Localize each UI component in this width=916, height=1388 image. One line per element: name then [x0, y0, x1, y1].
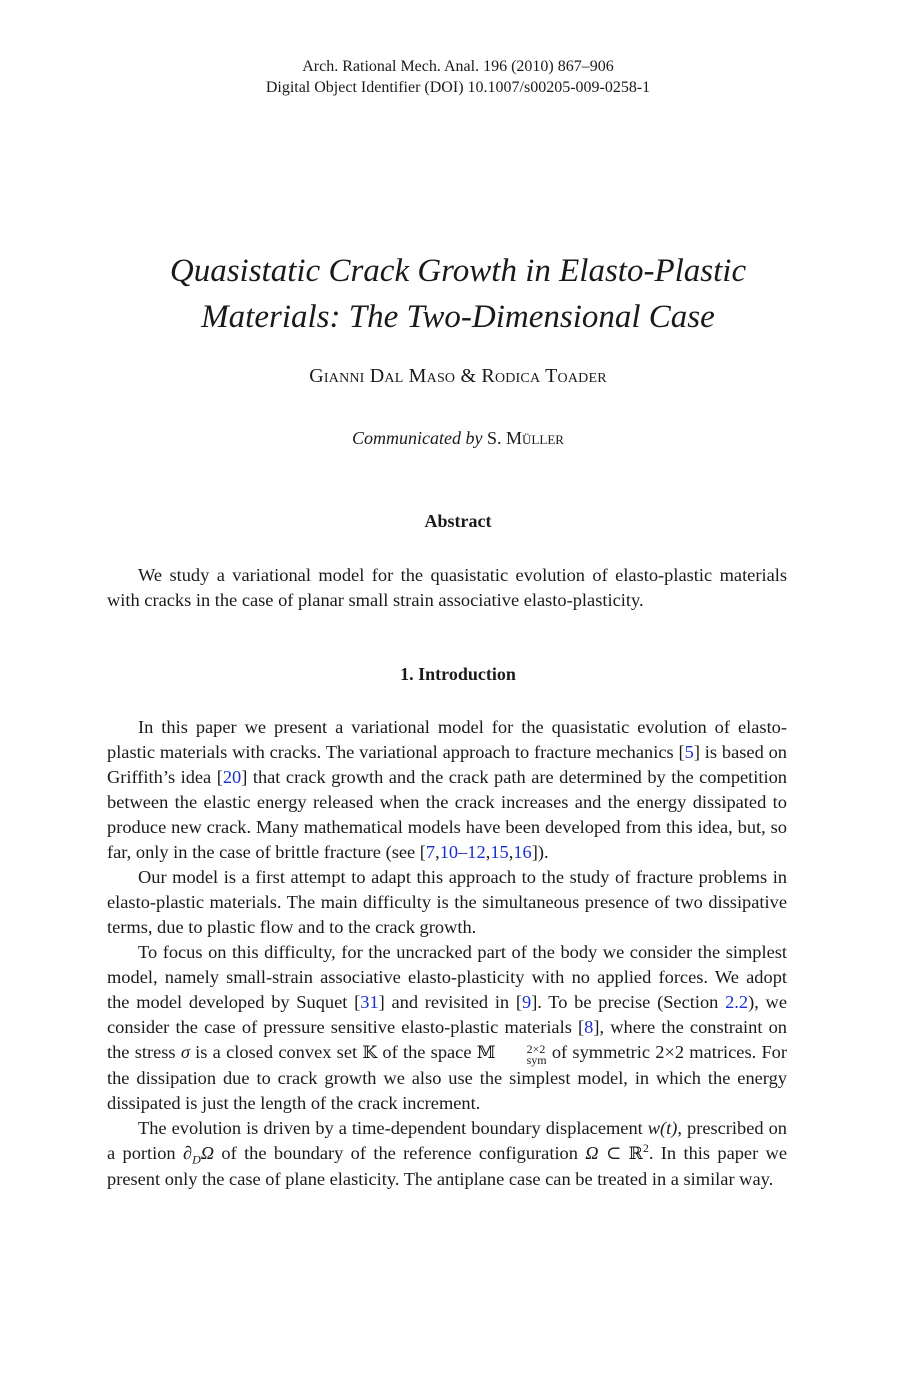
abstract-paragraph: We study a variational model for the quasistatic evolution of elasto-plastic materials with cracks in the case of planar small strain associative elasto-plasticity. — [107, 565, 787, 610]
intro-paragraph-2: Our model is a first attempt to adapt this approach to the study of fracture problems in elasto-plastic materials. The main difficulty is the simultaneous presence of two dissipative terms, due to plastic flow and to the crack growth. — [107, 867, 787, 937]
introduction-body — [107, 715, 787, 1192]
citation-link[interactable]: 31 — [360, 992, 379, 1012]
math-omega: Ω — [200, 1143, 215, 1163]
math-M-sup: 2×2 — [526, 1042, 546, 1056]
math-space-M: 𝕄 — [476, 1043, 496, 1063]
math-sigma: σ — [180, 1042, 190, 1062]
math-M-indices — [496, 1044, 547, 1066]
math-omega: Ω — [585, 1143, 599, 1163]
citation-link[interactable]: 10–12 — [439, 842, 486, 862]
intro-paragraph-3: To focus on this difficulty, for the uncracked part of the body we consider the simplest model, namely small-strain associative elasto-plasticity with no applied forces. We adopt the model developed by Suquet [31] and revisited in [9]. To be precise (Section 2.2), we consider the case of pressure sensitive elasto-plastic materials [8], where the constraint on the stress σ is a closed convex set 𝕂 of the space 𝕄 2×2 sym of symmetric 2×2 matrices. For the dissipation due to crack growth we also use the simplest model, in which the energy dissipated is just the length of the crack increment. — [107, 942, 787, 1113]
communicated-prefix: Communicated by — [352, 428, 483, 448]
citation-link[interactable]: 9 — [521, 992, 532, 1012]
intro-paragraph-4: The evolution is driven by a time-dependent boundary displacement w(t), prescribed on a portion $\partial_D\Omega$ of the boundary of the reference configuration Ω ⊂ ℝ$^2$. In this paper we present only the case of plane elasticity. The antiplane case can be treated in a similar way. — [107, 1118, 788, 1189]
math-reals: ℝ — [628, 1144, 643, 1164]
section-heading-introduction: 1. Introduction — [400, 664, 516, 684]
abstract-text — [107, 563, 787, 613]
math-M-sub: sym — [526, 1053, 547, 1067]
paper-title — [0, 248, 916, 340]
citation-link[interactable]: 16 — [513, 842, 532, 862]
journal-header — [0, 56, 916, 98]
citation-link[interactable]: 8 — [584, 1017, 594, 1037]
doi-line: Digital Object Identifier (DOI) 10.1007/s00205-009-0258-1 — [265, 79, 651, 96]
math-w-t: w(t) — [647, 1118, 678, 1138]
citation-link[interactable]: 5 — [684, 742, 694, 762]
abstract-heading: Abstract — [424, 511, 492, 531]
citation-link[interactable]: 7 — [425, 842, 436, 862]
authors: Gianni Dal Maso & Rodica Toader — [309, 365, 607, 387]
title-line-2: Materials: The Two-Dimensional Case — [201, 299, 715, 335]
citation-link[interactable]: 15 — [490, 842, 509, 862]
title-line-1: Quasistatic Crack Growth in Elasto-Plastic — [169, 253, 747, 289]
section-link[interactable]: 2.2 — [725, 992, 749, 1012]
math-set-K: 𝕂 — [362, 1043, 378, 1063]
citation-link[interactable]: 20 — [222, 767, 242, 787]
communicated-name: S. Müller — [487, 428, 564, 448]
journal-citation: Arch. Rational Mech. Anal. 196 (2010) 867–906 — [302, 58, 614, 75]
math-partial: ∂ — [182, 1143, 193, 1163]
math-subset: ⊂ — [598, 1143, 629, 1163]
communicated-by — [0, 428, 916, 449]
math-R-exponent: 2 — [642, 1140, 649, 1155]
math-D-sub: D — [192, 1152, 201, 1167]
intro-paragraph-1: In this paper we present a variational model for the quasistatic evolution of elasto-plastic materials with cracks. The variational approach to fracture mechanics [5] is based on Griffith’s idea [20] that crack growth and the crack path are determined by the competition between the elastic energy released when the crack increases and the energy dissipated to produce new crack. Many mathematical models have been developed from this idea, but, so far, only in the case of brittle fracture (see [7,10–12,15,16]). — [107, 717, 788, 862]
